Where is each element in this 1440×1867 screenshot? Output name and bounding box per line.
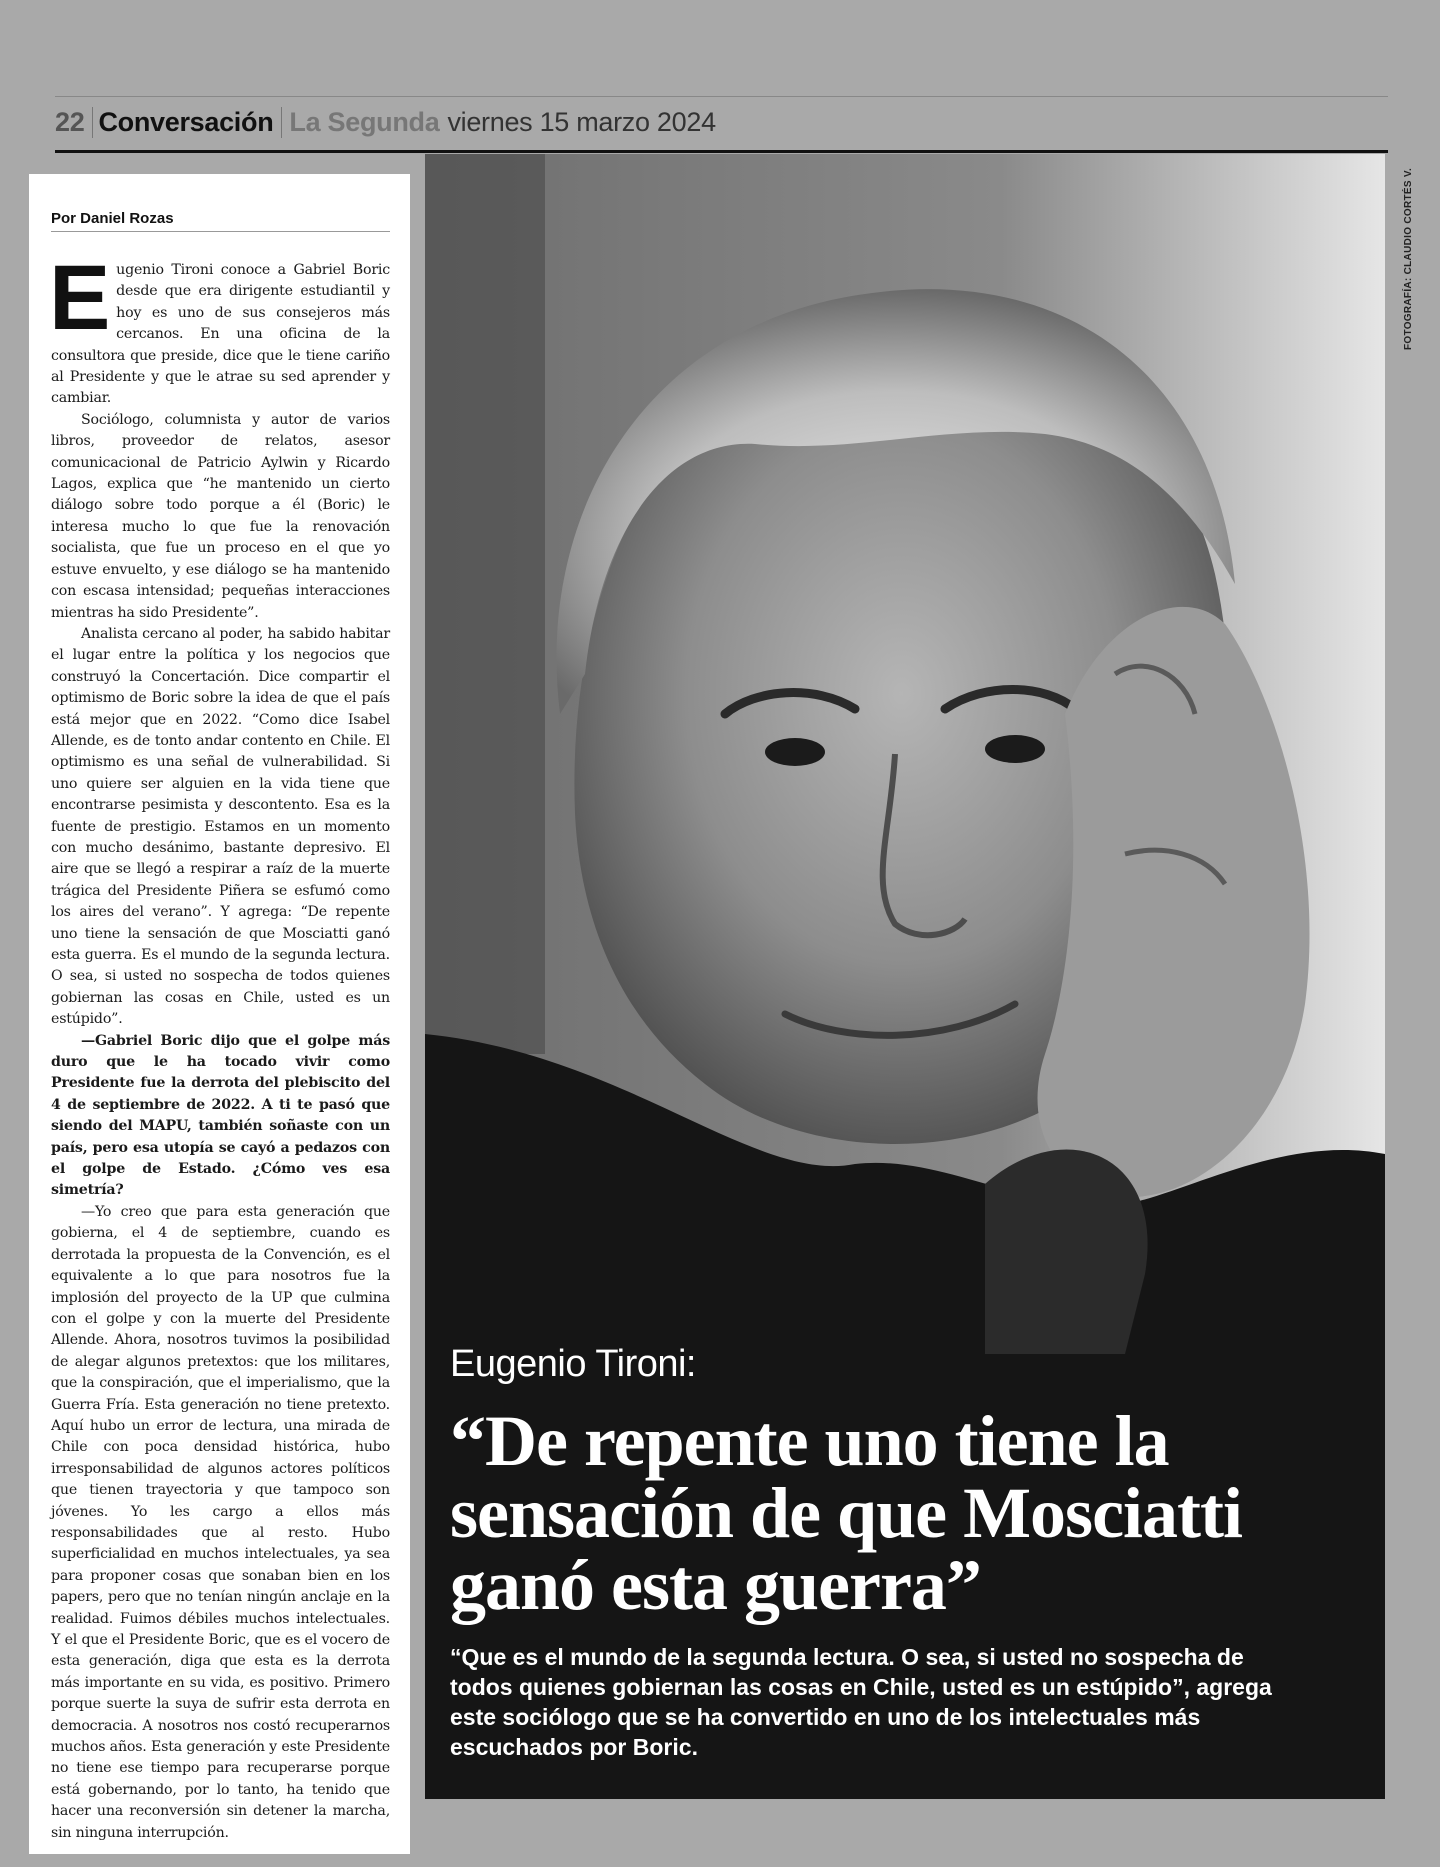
- byline: Por Daniel Rozas: [51, 210, 390, 232]
- article-paragraph: Analista cercano al poder, ha sabido habitar el lugar entre la política y los negocios que construyó la Concertación. Dice compartir el optimismo de Boric sobre la idea de que el país está mejor que en 2022. “Como dice Isabel Allende, es de tonto andar contento en Chile. El optimismo es una señal de vulnerabilidad. Si uno quiere ser alguien en la vida tiene que encontrarse pesimista y descontento. Esa es la fuente de prestigio. Estamos en un momento con mucho desánimo, bastante depresivo. El aire que se llegó a respirar a raíz de la muerte trágica del Presidente Piñera se esfumó como los aires del verano”. Y agrega: “De repente uno tiene la sensación de que Mosciatti ganó esta guerra. Es el mundo de la segunda lectura. O sea, si usted no sospecha de todos quienes gobiernan las cosas en Chile, usted es un estúpido”.: [51, 625, 390, 1028]
- page-header: [55, 104, 716, 140]
- article-paragraph: Sociólogo, columnista y autor de varios libros, proveedor de relatos, asesor comunicacional de Patricio Aylwin y Ricardo Lagos, explica que “he mantenido un cierto diálogo sobre todo porque a él (Boric) le interesa mucho lo que fue la renovación socialista, que fue un proceso en el que yo estuve envuelto, y ese diálogo se ha mantenido con escasa intensidad; pequeñas interacciones mientras ha sido Presidente”.: [51, 411, 390, 621]
- interview-answer: —Yo creo que para esta generación que gobierna, el 4 de septiembre, cuando es derrotada la propuesta de la Convención, es el equivalente a lo que para nosotros fue la implosión del proyecto de la UP que culmina con el golpe y con la muerte del Presidente Allende. Ahora, nosotros tuvimos la posibilidad de alegar algunos pretextos: que los militares, que la conspiración, que el imperialismo, que la Guerra Fría. Esta generación no tiene pretexto. Aquí hubo un error de lectura, una mirada de Chile con poca densidad histórica, hubo irresponsabilidad de algunos actores políticos que tienen trayectoria y que tampoco son jóvenes. Yo les cargo a ellos más responsabilidades que al resto. Hubo superficialidad en muchos intelectuales, ya sea para proponer cosas que sonaban bien en los papers, pero que no tenían ningún anclaje en la realidad. Fuimos débiles muchos intelectuales. Y el que el Presidente Boric, que es el vocero de esta generación, diga que esta es la derrota más importante en su vida, es positivo. Primero porque suerte la suya de sufrir esta derrota en democracia. A nosotros nos costó recuperarnos muchos años. Esta generación y este Presidente no tiene ese tiempo para recuperarse porque está gobernando, por lo tanto, ha tenido que hacer una reconversión sin detener la marcha, sin ninguna interrupción.: [51, 1203, 390, 1841]
- headline-deck: “Que es el mundo de la segunda lectura. O sea, si usted no sospecha de todos quienes gobiernan las cosas en Chile, usted es un estúpido”, agrega este sociólogo que se ha convertido en uno de los intelectuales más escuchados por Boric.: [450, 1644, 1272, 1760]
- headline-title: “De repente uno tiene la sensación de que Mosciatti ganó esta guerra”: [450, 1401, 1242, 1625]
- headline-kicker: Eugenio Tironi:: [450, 1343, 696, 1385]
- interview-question: —Gabriel Boric dijo que el golpe más duro que le ha tocado vivir como Presidente fue la derrota del plebiscito del 4 de septiembre de 2022. A ti te pasó que siendo del MAPU, también soñaste con un país, pero esa utopía se cayó a pedazos con el golpe de Estado. ¿Cómo ves esa simetría?: [51, 1032, 390, 1199]
- article-body: [49, 247, 390, 1844]
- drop-cap: E: [49, 247, 111, 349]
- page-number: 22: [55, 107, 93, 138]
- photo-credit: FOTOGRAFÍA: CLAUDIO CORTÉS V.: [1403, 167, 1414, 350]
- article-text-column: [29, 174, 410, 1854]
- publication-name: La Segunda: [289, 106, 440, 137]
- top-hairline: [55, 96, 1388, 97]
- section-name: Conversación: [93, 107, 282, 138]
- header-rule: [55, 150, 1388, 153]
- article-paragraph: Eugenio Tironi conoce a Gabriel Boric desde que era dirigente estudiantil y hoy es uno de sus consejeros más cercanos. En una oficina de la consultora que preside, dice que le tiene cariño al Presidente y que le atrae su sed aprender y cambiar.: [49, 247, 390, 407]
- issue-date: viernes 15 marzo 2024: [447, 106, 716, 137]
